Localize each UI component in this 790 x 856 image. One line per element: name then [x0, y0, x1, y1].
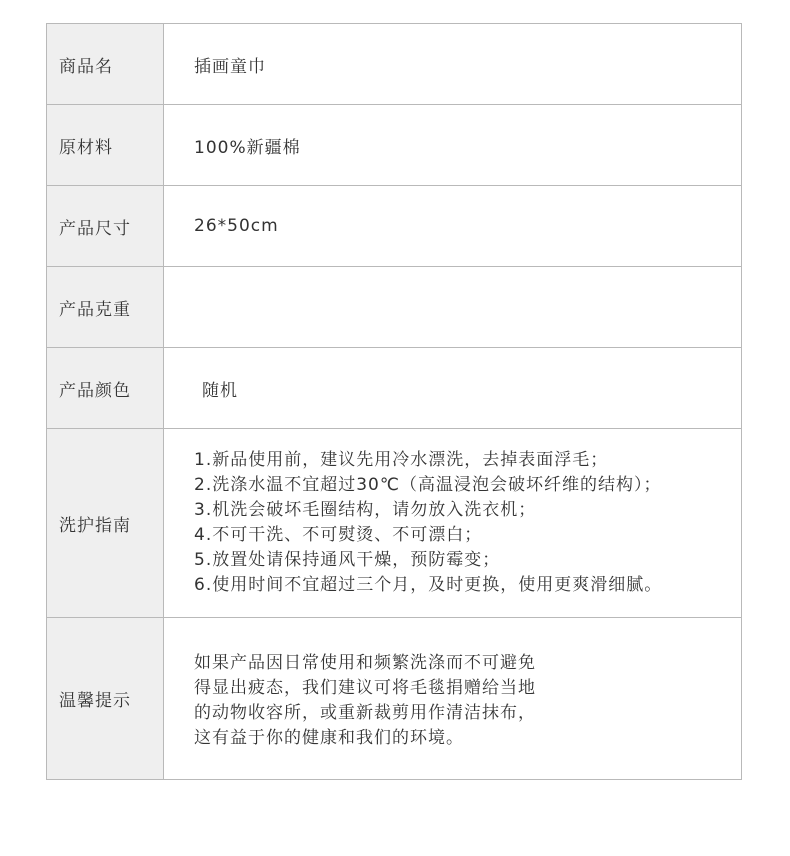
care-line: 4.不可干洗、不可熨烫、不可漂白； [194, 525, 483, 545]
spec-value: 插画童巾 [164, 24, 742, 105]
spec-label: 原材料 [47, 105, 164, 186]
spec-value: 26*50cm [164, 186, 742, 267]
spec-label: 洗护指南 [47, 429, 164, 618]
spec-label: 温馨提示 [47, 618, 164, 780]
product-spec-table [46, 23, 742, 780]
spec-row-product-name [47, 24, 742, 105]
spec-row-care-guide [47, 429, 742, 618]
tips-line: 的动物收容所，或重新裁剪用作清洁抹布， [194, 702, 536, 723]
tips-line: 得显出疲态，我们建议可将毛毯捐赠给当地 [194, 677, 536, 698]
spec-value: 100%新疆棉 [164, 105, 742, 186]
care-line: 1.新品使用前，建议先用冷水漂洗，去掉表面浮毛； [194, 450, 609, 470]
care-line: 2.洗涤水温不宜超过30℃（高温浸泡会破坏纤维的结构）； [194, 475, 662, 495]
spec-row-tips [47, 618, 742, 780]
care-line: 6.使用时间不宜超过三个月，及时更换，使用更爽滑细腻。 [194, 575, 663, 595]
tips-line: 这有益于你的健康和我们的环境。 [194, 727, 464, 748]
spec-row-weight [47, 267, 742, 348]
spec-value [164, 267, 742, 348]
spec-row-material [47, 105, 742, 186]
tips-line: 如果产品因日常使用和频繁洗涤而不可避免 [194, 652, 536, 673]
tips-text [164, 618, 742, 780]
spec-label: 产品颜色 [47, 348, 164, 429]
spec-label: 产品克重 [47, 267, 164, 348]
spec-row-size [47, 186, 742, 267]
care-guide-text [164, 429, 742, 618]
care-line: 5.放置处请保持通风干燥，预防霉变； [194, 550, 501, 570]
spec-value: 随机 [164, 348, 742, 429]
spec-label: 产品尺寸 [47, 186, 164, 267]
spec-label: 商品名 [47, 24, 164, 105]
care-line: 3.机洗会破坏毛圈结构，请勿放入洗衣机； [194, 500, 537, 520]
spec-row-color [47, 348, 742, 429]
